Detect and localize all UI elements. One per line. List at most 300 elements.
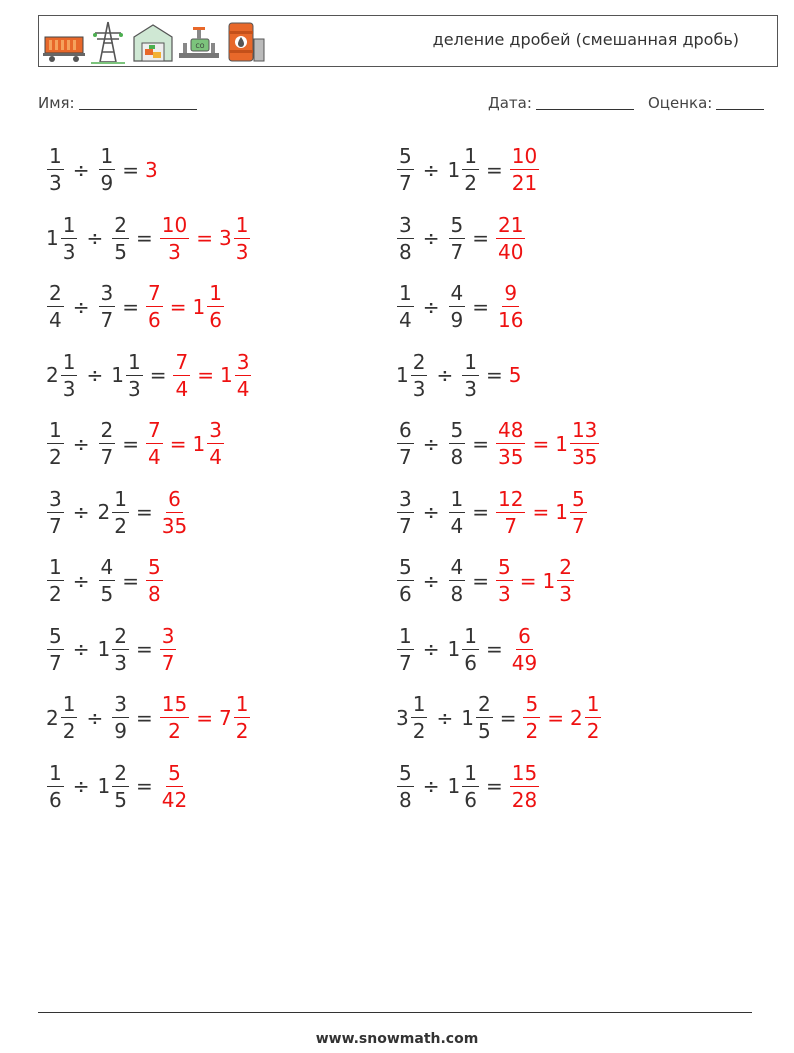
- denominator: 6: [464, 787, 477, 812]
- divide-sign: ÷: [422, 157, 440, 182]
- divide-sign: ÷: [72, 500, 90, 524]
- mixed-number: [448, 146, 480, 193]
- numerator: 10: [161, 212, 188, 237]
- mixed-number: [495, 420, 526, 467]
- divide-sign: ÷: [422, 774, 440, 798]
- name-label: Имя:: [38, 94, 75, 112]
- fraction: [160, 212, 189, 264]
- equals-sign: =: [169, 431, 187, 456]
- denominator: 6: [399, 582, 412, 606]
- denominator: 3: [114, 650, 127, 675]
- numerator: 3: [399, 212, 412, 237]
- mixed-number: [219, 349, 252, 401]
- power-tower-icon: [87, 19, 129, 65]
- fraction: [234, 694, 251, 741]
- denominator: 5: [477, 719, 491, 743]
- numerator: 3: [399, 486, 412, 511]
- fraction: [585, 694, 602, 741]
- name-field: [38, 94, 197, 112]
- fraction: [523, 694, 540, 741]
- numerator: 1: [464, 623, 477, 648]
- fraction: [126, 349, 143, 401]
- mixed-number: [111, 349, 143, 401]
- mixed-number: [218, 212, 251, 264]
- whole-part: 5: [508, 363, 522, 387]
- problem-item: [46, 486, 190, 538]
- divide-sign: ÷: [422, 637, 440, 661]
- denominator: 16: [498, 308, 524, 332]
- numerator: 1: [235, 692, 249, 716]
- numerator: 15: [511, 760, 538, 785]
- answer: [159, 212, 252, 264]
- equals-sign: =: [532, 431, 550, 456]
- numerator: 3: [114, 692, 127, 716]
- answer: [509, 623, 540, 675]
- numerator: 5: [49, 623, 62, 648]
- equals-sign: =: [169, 294, 187, 319]
- problem-item: [46, 623, 177, 675]
- denominator: 2: [525, 719, 539, 743]
- fraction: [47, 146, 64, 193]
- equals-sign: =: [499, 705, 517, 730]
- svg-text:CO: CO: [195, 43, 205, 50]
- mixed-number: [46, 760, 65, 812]
- answer: [159, 694, 252, 741]
- numerator: 1: [127, 349, 141, 374]
- numerator: 4: [100, 555, 114, 579]
- equals-sign: =: [547, 705, 564, 730]
- denominator: 49: [511, 650, 538, 675]
- mixed-number: [396, 349, 428, 401]
- answer: [495, 557, 575, 604]
- numerator: 5: [571, 486, 585, 511]
- denominator: 2: [114, 513, 127, 538]
- fraction: [47, 283, 64, 330]
- fraction: [462, 760, 479, 812]
- problem-item: [46, 420, 225, 467]
- mixed-number: [97, 486, 130, 538]
- denominator: 2: [464, 171, 477, 195]
- grade-label: Оценка:: [648, 94, 713, 112]
- whole-part: 1: [396, 363, 409, 387]
- mixed-number: [46, 623, 65, 675]
- fraction: [61, 349, 78, 401]
- denominator: 3: [412, 376, 426, 401]
- numerator: 3: [209, 418, 222, 442]
- numerator: 3: [100, 281, 114, 305]
- problem-item: [46, 694, 251, 741]
- problem-item: [396, 283, 526, 330]
- answer: [495, 420, 600, 467]
- numerator: 1: [62, 692, 76, 716]
- numerator: 1: [114, 486, 127, 511]
- fraction: [99, 146, 116, 193]
- mixed-number: [448, 420, 467, 467]
- mixed-number: [447, 623, 480, 675]
- answer: [495, 212, 526, 264]
- equals-sign: =: [485, 157, 503, 182]
- whole-part: 3: [396, 705, 409, 730]
- equals-sign: =: [472, 568, 489, 593]
- mixed-number: [543, 557, 575, 604]
- denominator: 4: [209, 445, 222, 469]
- divide-sign: ÷: [72, 157, 90, 182]
- mixed-number: [46, 694, 78, 741]
- denominator: 8: [450, 582, 464, 606]
- divide-sign: ÷: [86, 705, 104, 730]
- numerator: 3: [161, 623, 175, 648]
- answer: [145, 420, 225, 467]
- fraction: [47, 486, 64, 538]
- denominator: 4: [148, 445, 161, 469]
- equals-sign: =: [472, 294, 489, 319]
- equals-sign: =: [122, 157, 139, 182]
- whole-part: 1: [97, 774, 111, 798]
- mixed-number: [193, 283, 225, 330]
- problem-item: [396, 420, 600, 467]
- equals-sign: =: [197, 363, 214, 387]
- denominator: 3: [127, 376, 141, 401]
- numerator: 1: [464, 760, 477, 785]
- numerator: 5: [168, 760, 181, 785]
- divide-sign: ÷: [422, 294, 440, 319]
- whole-part: 1: [219, 363, 233, 387]
- whole-part: 2: [46, 363, 59, 387]
- fraction: [449, 486, 466, 538]
- mixed-number: [495, 212, 526, 264]
- equals-sign: =: [135, 500, 153, 524]
- denominator: 3: [168, 239, 181, 264]
- answer: [495, 283, 526, 330]
- divide-sign: ÷: [72, 568, 90, 593]
- fraction: [462, 623, 479, 675]
- mixed-number: [46, 349, 78, 401]
- mixed-number: [145, 420, 164, 467]
- whole-part: 3: [145, 157, 158, 182]
- numerator: 5: [399, 555, 412, 579]
- divide-sign: ÷: [422, 500, 440, 524]
- equals-sign: =: [485, 363, 503, 387]
- whole-part: 1: [555, 431, 568, 456]
- denominator: 6: [464, 650, 477, 675]
- mixed-number: [509, 146, 540, 193]
- mixed-number: [46, 212, 78, 264]
- worksheet-header: [38, 15, 778, 67]
- fraction: [397, 623, 414, 675]
- fraction: [397, 420, 414, 467]
- fraction: [449, 420, 466, 467]
- warehouse-icon: [131, 19, 175, 65]
- numerator: 6: [518, 623, 531, 648]
- mixed-number: [159, 623, 178, 675]
- mixed-number: [447, 760, 480, 812]
- numerator: 1: [450, 486, 464, 511]
- mixed-number: [46, 557, 65, 604]
- mixed-number: [145, 158, 159, 182]
- mixed-number: [98, 557, 117, 604]
- denominator: 2: [49, 582, 62, 606]
- fraction: [462, 146, 479, 193]
- problem-item: [46, 212, 251, 264]
- whole-part: 7: [218, 705, 232, 730]
- footer-divider: [38, 1012, 752, 1013]
- denominator: 7: [49, 650, 62, 675]
- fraction: [146, 420, 163, 467]
- numerator: 5: [399, 144, 412, 168]
- whole-part: 1: [111, 363, 124, 387]
- whole-part: 1: [542, 568, 556, 593]
- numerator: 5: [399, 760, 412, 785]
- fraction: [397, 760, 414, 812]
- mixed-number: [509, 363, 523, 387]
- co2-pipeline-icon: [177, 19, 221, 65]
- fraction: [112, 694, 129, 741]
- mixed-number: [509, 623, 540, 675]
- mixed-number: [219, 694, 251, 741]
- fraction: [112, 760, 129, 812]
- mixed-number: [396, 283, 415, 330]
- denominator: 2: [62, 719, 76, 743]
- answer: [145, 158, 159, 182]
- problem-item: [396, 146, 540, 193]
- fraction: [510, 760, 539, 812]
- denominator: 7: [100, 445, 114, 469]
- mixed-number: [97, 623, 130, 675]
- divide-sign: ÷: [436, 363, 454, 387]
- divide-sign: ÷: [86, 226, 104, 250]
- date-label: Дата:: [488, 94, 532, 112]
- denominator: 4: [49, 308, 62, 332]
- mixed-number: [98, 420, 117, 467]
- numerator: 9: [504, 281, 518, 305]
- numerator: 12: [498, 486, 524, 511]
- answer: [145, 557, 164, 604]
- numerator: 10: [511, 144, 538, 168]
- denominator: 35: [161, 513, 188, 538]
- numerator: 1: [49, 555, 62, 579]
- divide-sign: ÷: [436, 705, 454, 730]
- numerator: 1: [100, 144, 114, 168]
- mixed-number: [396, 420, 415, 467]
- fraction: [397, 486, 414, 538]
- whole-part: 2: [46, 705, 59, 730]
- answer: [495, 486, 588, 538]
- denominator: 7: [450, 239, 464, 264]
- numerator: 6: [168, 486, 181, 511]
- answer: [172, 349, 252, 401]
- numerator: 2: [49, 281, 62, 305]
- denominator: 7: [100, 308, 114, 332]
- mixed-number: [111, 212, 130, 264]
- denominator: 5: [114, 787, 127, 812]
- answer: [509, 363, 523, 387]
- denominator: 3: [62, 239, 76, 264]
- fraction: [411, 349, 428, 401]
- equals-sign: =: [196, 226, 213, 250]
- whole-part: 1: [447, 157, 461, 182]
- fraction: [476, 694, 493, 741]
- denominator: 3: [49, 171, 62, 195]
- fraction: [510, 623, 539, 675]
- fraction: [112, 623, 129, 675]
- mixed-number: [396, 760, 415, 812]
- numerator: 5: [498, 555, 511, 579]
- mixed-number: [98, 146, 117, 193]
- mixed-number: [495, 557, 514, 604]
- whole-part: 1: [97, 637, 111, 661]
- divide-sign: ÷: [422, 226, 440, 250]
- numerator: 3: [236, 349, 250, 374]
- mixed-number: [111, 694, 130, 741]
- mixed-number: [448, 283, 467, 330]
- divide-sign: ÷: [86, 363, 104, 387]
- fraction: [61, 694, 78, 741]
- denominator: 5: [114, 239, 127, 264]
- numerator: 48: [498, 418, 524, 442]
- fraction: [146, 557, 163, 604]
- numerator: 2: [114, 760, 127, 785]
- equals-sign: =: [472, 500, 489, 524]
- denominator: 6: [148, 308, 161, 332]
- fraction: [146, 283, 163, 330]
- numerator: 1: [49, 760, 62, 785]
- mixed-number: [509, 760, 540, 812]
- fraction: [112, 212, 129, 264]
- denominator: 2: [49, 445, 62, 469]
- equals-sign: =: [135, 226, 153, 250]
- mixed-number: [396, 212, 415, 264]
- grade-field: [648, 94, 764, 112]
- denominator: 35: [571, 445, 598, 469]
- whole-part: 1: [447, 637, 461, 661]
- denominator: 4: [450, 513, 464, 538]
- fraction: [112, 486, 129, 538]
- name-blank[interactable]: [79, 94, 197, 110]
- date-blank[interactable]: [536, 94, 634, 110]
- denominator: 5: [100, 582, 114, 606]
- denominator: 9: [450, 308, 464, 332]
- denominator: 7: [399, 513, 412, 538]
- equals-sign: =: [135, 774, 153, 798]
- equals-sign: =: [135, 705, 153, 730]
- mixed-number: [159, 694, 190, 741]
- numerator: 1: [412, 692, 426, 716]
- divide-sign: ÷: [422, 568, 440, 593]
- numerator: 2: [114, 212, 127, 237]
- numerator: 1: [235, 212, 249, 237]
- equals-sign: =: [122, 294, 139, 319]
- mixed-number: [495, 283, 526, 330]
- mixed-number: [461, 694, 493, 741]
- fraction: [397, 557, 414, 604]
- numerator: 1: [586, 692, 600, 716]
- fraction: [61, 212, 78, 264]
- numerator: 5: [450, 212, 464, 237]
- numerator: 21: [498, 212, 524, 237]
- fraction: [496, 283, 525, 330]
- grade-blank[interactable]: [716, 94, 764, 110]
- mixed-number: [145, 283, 164, 330]
- numerator: 5: [525, 692, 539, 716]
- denominator: 28: [511, 787, 538, 812]
- fraction: [510, 146, 539, 193]
- oil-barrel-icon: [223, 19, 267, 65]
- denominator: 6: [209, 308, 222, 332]
- numerator: 1: [62, 349, 76, 374]
- problem-item: [396, 760, 540, 812]
- equals-sign: =: [135, 637, 153, 661]
- denominator: 2: [586, 719, 600, 743]
- fraction: [411, 694, 428, 741]
- mixed-number: [159, 212, 190, 264]
- mixed-number: [495, 486, 526, 538]
- mixed-number: [570, 694, 602, 741]
- fraction: [557, 557, 574, 604]
- fraction: [99, 557, 116, 604]
- numerator: 4: [450, 555, 464, 579]
- numerator: 1: [49, 418, 62, 442]
- divide-sign: ÷: [422, 431, 440, 456]
- problem-item: [396, 212, 526, 264]
- equals-sign: =: [485, 637, 503, 661]
- whole-part: 2: [569, 705, 583, 730]
- problem-item: [396, 623, 540, 675]
- mixed-number: [396, 146, 415, 193]
- denominator: 40: [498, 239, 524, 264]
- fraction: [496, 486, 525, 538]
- fraction: [207, 283, 224, 330]
- mixed-number: [522, 694, 541, 741]
- fraction: [397, 212, 414, 264]
- denominator: 35: [498, 445, 524, 469]
- freight-car-icon: [43, 19, 85, 65]
- denominator: 3: [235, 239, 249, 264]
- problem-item: [396, 694, 602, 741]
- denominator: 42: [161, 787, 188, 812]
- fraction: [173, 349, 190, 401]
- fraction: [496, 420, 525, 467]
- numerator: 2: [559, 555, 572, 579]
- numerator: 5: [450, 418, 464, 442]
- denominator: 7: [504, 513, 518, 538]
- denominator: 7: [571, 513, 585, 538]
- mixed-number: [396, 694, 428, 741]
- fraction: [570, 486, 587, 538]
- fraction: [449, 212, 466, 264]
- problem-item: [396, 486, 588, 538]
- mixed-number: [145, 557, 164, 604]
- fraction: [160, 694, 189, 741]
- denominator: 7: [399, 445, 412, 469]
- fraction: [449, 557, 466, 604]
- equals-sign: =: [122, 431, 139, 456]
- denominator: 9: [100, 171, 114, 195]
- worksheet-title: деление дробей (смешанная дробь): [432, 30, 739, 49]
- equals-sign: =: [532, 500, 550, 524]
- fraction: [207, 420, 224, 467]
- fraction: [160, 760, 189, 812]
- denominator: 2: [168, 719, 181, 743]
- fraction: [496, 557, 513, 604]
- whole-part: 3: [218, 226, 232, 250]
- fraction: [235, 349, 252, 401]
- mixed-number: [46, 283, 65, 330]
- equals-sign: =: [149, 363, 167, 387]
- equals-sign: =: [472, 226, 489, 250]
- fraction: [47, 557, 64, 604]
- numerator: 1: [399, 281, 412, 305]
- denominator: 7: [161, 650, 175, 675]
